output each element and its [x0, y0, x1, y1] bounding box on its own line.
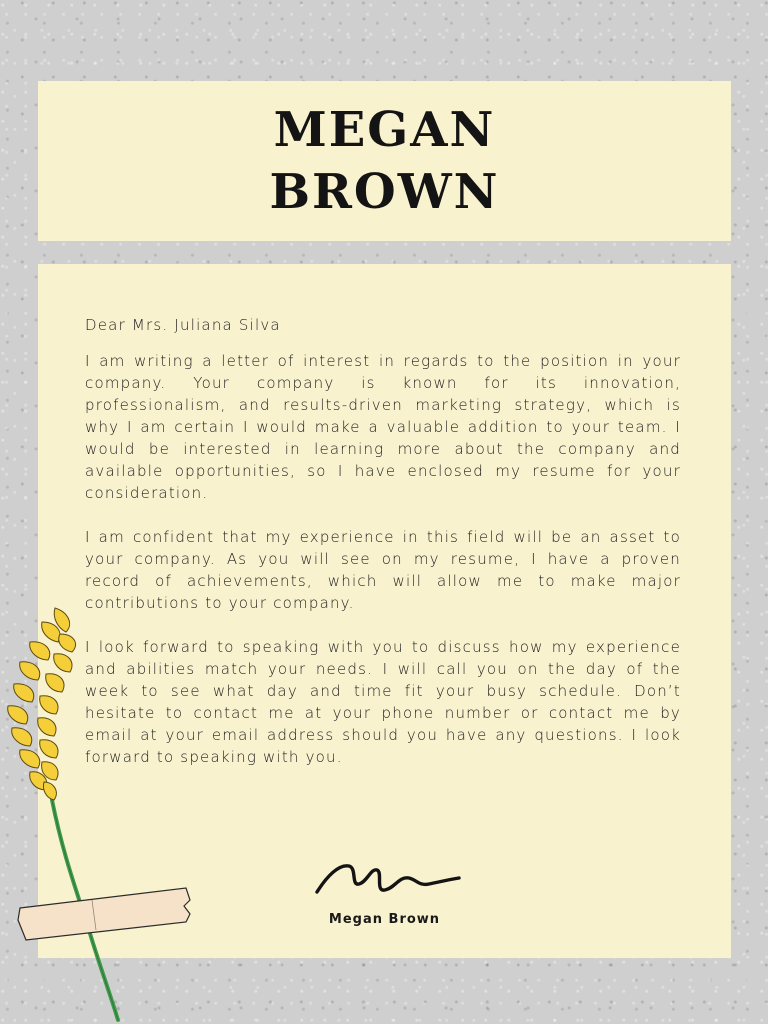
letter-paragraph-1: I am writing a letter of interest in regards to the position in your company. Your company is known for its innovation, professionalism, and results-driven marketing strategy, which is why I am certain I would make a valuable addition to your team. I would be interested in learning more about the company and available opportunities, so I have enclosed my resume for your consideration. — [85, 352, 681, 502]
signature-icon — [313, 852, 463, 912]
signature-name: Megan Brown — [328, 912, 441, 927]
flower-illustration-icon — [0, 600, 200, 1024]
tape-strip-icon — [18, 888, 190, 940]
name-title-first: MEGAN — [273, 102, 496, 158]
letter-paragraph-2: I am confident that my experience in this field will be an asset to your company. As you will see on my resume, I have a proven record of achievements, which will allow me to make major contributions to your company. — [85, 528, 681, 612]
flower-petals — [8, 608, 76, 800]
letter-paragraph-3: I look forward to speaking with you to discuss how my experience and abilities match your needs. I will call you on the day of the week to see what day and time fit your busy schedule. Don’t hesitate to contact me at your phone number or contact me by email at your email address should you have any questions. I look forward to speaking with you. — [85, 638, 681, 766]
header-card — [38, 81, 731, 241]
name-title-last: BROWN — [269, 164, 500, 220]
salutation: Dear Mrs. Juliana Silva — [85, 316, 281, 334]
